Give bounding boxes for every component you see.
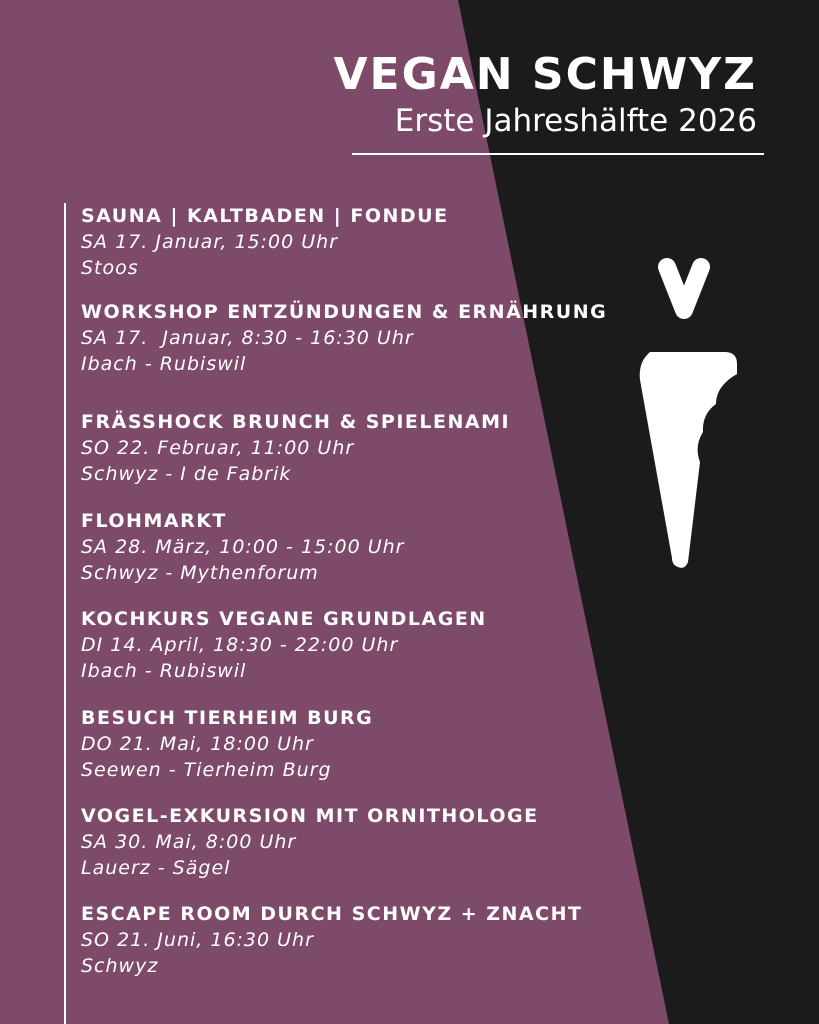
event-item — [81, 203, 601, 281]
event-title: FLOHMARKT — [81, 510, 227, 532]
event-title: BESUCH TIERHEIM BURG — [81, 707, 374, 729]
event-location: Schwyz — [81, 955, 159, 977]
event-date: SA 17. Januar, 8:30 - 16:30 Uhr — [81, 327, 414, 349]
event-title: SAUNA | KALTBADEN | FONDUE — [81, 205, 449, 227]
event-item — [81, 901, 601, 979]
event-location: Ibach - Rubiswil — [81, 353, 247, 375]
event-date: SA 30. Mai, 8:00 Uhr — [81, 831, 297, 853]
page-title: VEGAN SCHWYZ — [333, 49, 757, 100]
event-title: KOCHKURS VEGANE GRUNDLAGEN — [81, 608, 487, 630]
header-divider — [352, 153, 764, 155]
event-location: Seewen - Tierheim Burg — [81, 759, 332, 781]
timeline-line — [64, 203, 66, 1024]
event-date: SO 22. Februar, 11:00 Uhr — [81, 437, 355, 459]
event-title: ESCAPE ROOM DURCH SCHWYZ + ZNACHT — [81, 903, 583, 925]
event-date: DI 14. April, 18:30 - 22:00 Uhr — [81, 634, 399, 656]
event-item — [81, 705, 601, 783]
event-location: Schwyz - I de Fabrik — [81, 463, 292, 485]
event-date: SO 21. Juni, 16:30 Uhr — [81, 929, 314, 951]
event-title: VOGEL-EXKURSION MIT ORNITHOLOGE — [81, 805, 539, 827]
event-item — [81, 508, 601, 586]
event-item — [81, 803, 601, 881]
event-item — [81, 299, 608, 377]
event-date: SA 28. März, 10:00 - 15:00 Uhr — [81, 536, 405, 558]
event-location: Lauerz - Sägel — [81, 857, 231, 879]
event-title: FRÄSSHOCK BRUNCH & SPIELENAMI — [81, 411, 511, 433]
header — [333, 50, 757, 140]
event-date: DO 21. Mai, 18:00 Uhr — [81, 733, 314, 755]
event-location: Schwyz - Mythenforum — [81, 562, 319, 584]
event-date: SA 17. Januar, 15:00 Uhr — [81, 231, 339, 253]
page-subtitle: Erste Jahreshälfte 2026 — [394, 103, 757, 139]
event-item — [81, 409, 601, 487]
event-item — [81, 606, 601, 684]
carrot-icon — [630, 240, 745, 575]
event-location: Ibach - Rubiswil — [81, 660, 247, 682]
event-title: WORKSHOP ENTZÜNDUNGEN & ERNÄHRUNG — [81, 301, 608, 323]
event-location: Stoos — [81, 257, 139, 279]
